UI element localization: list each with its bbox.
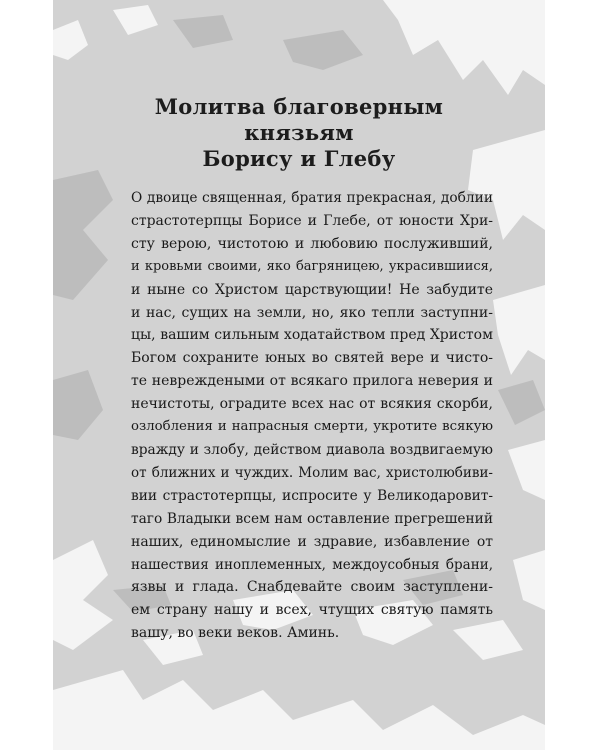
text-line: Богом сохраните юных во святей вере и чисто- xyxy=(131,350,493,367)
text-line: те невреждеными от всякаго прилога неверия и xyxy=(131,373,493,390)
title-line: Молитва благоверным xyxy=(154,94,444,119)
page xyxy=(53,0,545,750)
text-line: и кровьми своими, яко багряницею, украсившиися, xyxy=(131,258,493,274)
text-line: таго Владыки всем нам оставление прегрешений xyxy=(131,510,493,527)
title-line: Борису и Глебу xyxy=(202,146,396,171)
text-line: сту верою, чистотою и любовию послуживший, xyxy=(131,235,493,252)
text-line: и ныне со Христом царствующии! Не забудите xyxy=(131,281,493,298)
text-line: цы, вашим сильным ходатайством пред Христом xyxy=(131,327,493,344)
text-line: наших, единомыслие и здравие, избавление от xyxy=(131,533,493,550)
prayer-text xyxy=(131,187,493,645)
prayer-title xyxy=(53,94,545,172)
text-line: вии страстотерпцы, испросите у Великодаровит- xyxy=(131,487,493,504)
text-line: нашествия иноплеменных, междоусобныя брани, xyxy=(131,556,493,573)
text-line: от ближних и чуждих. Молим вас, христолюбиви- xyxy=(131,464,493,481)
text-line: и нас, сущих на земли, но, яко тепли заступни- xyxy=(131,304,493,321)
text-line: вражду и злобу, действом диавола воздвигаемую xyxy=(131,441,493,458)
text-line: О двоице священная, братия прекрасная, доблии xyxy=(131,190,493,206)
text-line: нечистоты, оградите всех нас от всякия скорби, xyxy=(131,396,493,413)
text-line: ем страну нашу и всех, чтущих святую память xyxy=(131,602,493,619)
title-line: князьям xyxy=(244,120,354,145)
text-line: озлобления и напрасныя смерти, укротите всякую xyxy=(131,419,493,435)
text-line: язвы и глада. Снабдевайте своим заступлени- xyxy=(131,579,493,596)
text-line: страстотерпцы Борисе и Глебе, от юности Хри- xyxy=(131,212,493,229)
text-line: вашу, во веки веков. Аминь. xyxy=(131,625,340,642)
